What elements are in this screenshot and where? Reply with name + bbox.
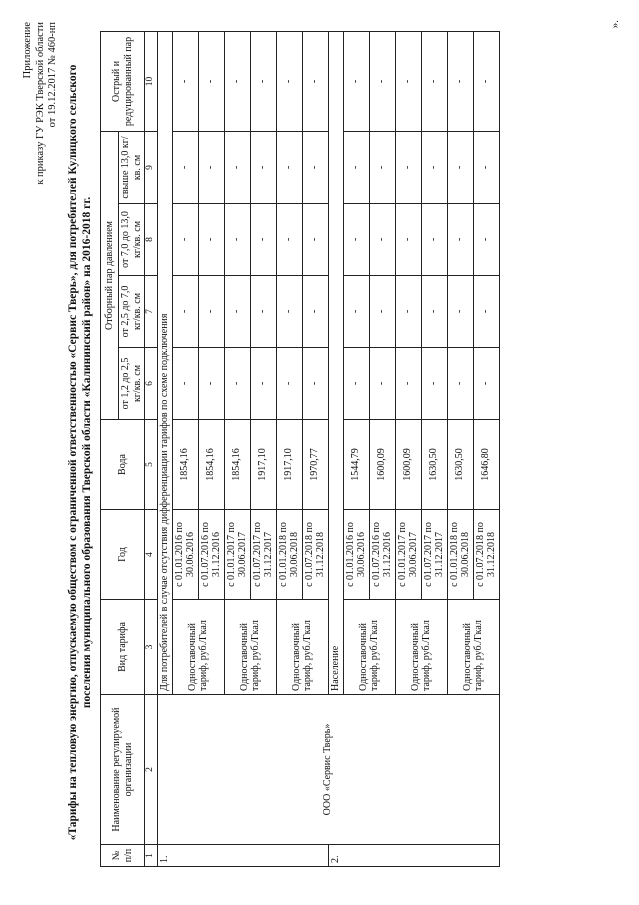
period-cell: с 01.01.2016 по 30.06.2016 [172,510,198,600]
order-date: от 19.12.2017 № 460-нп [47,22,58,128]
period-cell: с 01.01.2017 по 30.06.2017 [395,510,421,600]
steam-price-sharp: - [276,31,302,131]
appendix-label: Приложение [22,22,33,79]
column-number: 4 [145,510,158,600]
steam-price-p2: - [172,276,198,348]
steam-price-p2: - [198,276,224,348]
header-num: № п/п [101,845,145,867]
steam-price-p3: - [447,204,473,276]
steam-price-p2: - [395,276,421,348]
steam-price-p4: - [473,131,499,203]
steam-price-p1: - [250,348,276,420]
header-pressure-1: от 1,2 до 2,5 кг/кв. см [119,348,145,420]
steam-price-sharp: - [421,31,447,131]
period-cell: с 01.07.2018 по 31.12.2018 [302,510,328,600]
water-price: 1646,80 [473,420,499,510]
water-price: 1544,79 [343,420,369,510]
steam-price-sharp: - [198,31,224,131]
tariff-table [100,31,500,867]
column-number: 10 [145,31,158,131]
tariff-type: Одноставочный тариф, руб./Гкал [395,600,447,695]
steam-price-p4: - [250,131,276,203]
header-steam-group: Отборный пар давлением [101,131,119,419]
steam-price-p2: - [250,276,276,348]
tariff-type: Одноставочный тариф, руб./Гкал [276,600,328,695]
column-number: 8 [145,204,158,276]
water-price: 1630,50 [447,420,473,510]
tariff-type: Одноставочный тариф, руб./Гкал [447,600,499,695]
title-line-1: «Тарифы на тепловую энергию, отпускаемую обществом с ограниченной ответственностью «Сервис Тверь», для потребителей Кулицкого сельского [67,64,79,841]
tariff-type: Одноставочный тариф, руб./Гкал [343,600,395,695]
steam-price-p3: - [421,204,447,276]
appendix-header [22,22,60,185]
section-row [157,31,172,866]
column-number: 6 [145,348,158,420]
header-pressure-3: от 7,0 до 13,0 кг/кв. см [119,204,145,276]
steam-price-p3: - [198,204,224,276]
steam-price-p1: - [369,348,395,420]
header-org: Наименование регулируемой организации [101,695,145,845]
water-price: 1600,09 [369,420,395,510]
water-price: 1854,16 [224,420,250,510]
water-price: 1630,50 [421,420,447,510]
section-label: Население [328,31,343,694]
steam-price-p3: - [473,204,499,276]
steam-price-sharp: - [302,31,328,131]
steam-price-p3: - [343,204,369,276]
header-water: Вода [101,420,145,510]
water-price: 1600,09 [395,420,421,510]
steam-price-p4: - [276,131,302,203]
steam-price-p4: - [302,131,328,203]
steam-price-p1: - [343,348,369,420]
steam-price-sharp: - [473,31,499,131]
period-cell: с 01.07.2017 по 31.12.2017 [421,510,447,600]
order-reference: к приказу ГУ РЭК Тверской области [34,22,46,185]
column-number: 1 [145,845,158,867]
steam-price-p1: - [276,348,302,420]
steam-price-p4: - [395,131,421,203]
steam-price-p4: - [172,131,198,203]
steam-price-p2: - [447,276,473,348]
header-sharp-steam: Острый и редуцированный пар [101,31,145,131]
steam-price-p2: - [302,276,328,348]
column-number: 2 [145,695,158,845]
section-number: 1. [157,845,328,867]
steam-price-sharp: - [343,31,369,131]
steam-price-p3: - [250,204,276,276]
steam-price-p3: - [224,204,250,276]
tariff-type: Одноставочный тариф, руб./Гкал [224,600,276,695]
steam-price-p2: - [343,276,369,348]
steam-price-p3: - [172,204,198,276]
period-cell: с 01.07.2016 по 31.12.2016 [198,510,224,600]
period-cell: с 01.01.2018 по 30.06.2018 [276,510,302,600]
header-tariff-type: Вид тарифа [101,600,145,695]
period-cell: с 01.07.2016 по 31.12.2016 [369,510,395,600]
steam-price-sharp: - [172,31,198,131]
steam-price-p1: - [224,348,250,420]
water-price: 1854,16 [198,420,224,510]
steam-price-p3: - [302,204,328,276]
header-pressure-4: свыше 13,0 кг/кв. см [119,131,145,203]
water-price: 1854,16 [172,420,198,510]
steam-price-p3: - [369,204,395,276]
period-cell: с 01.07.2017 по 31.12.2017 [250,510,276,600]
steam-price-p1: - [395,348,421,420]
steam-price-p4: - [343,131,369,203]
steam-price-p1: - [198,348,224,420]
steam-price-p1: - [473,348,499,420]
column-number: 7 [145,276,158,348]
steam-price-p3: - [276,204,302,276]
steam-price-p2: - [421,276,447,348]
end-mark: ». [609,20,621,29]
header-pressure-2: от 2,5 до 7,0 кг/кв. см [119,276,145,348]
period-cell: с 01.01.2016 по 30.06.2016 [343,510,369,600]
steam-price-p2: - [224,276,250,348]
steam-price-p2: - [473,276,499,348]
steam-price-p3: - [395,204,421,276]
section-number: 2. [328,845,499,867]
period-cell: с 01.01.2018 по 30.06.2018 [447,510,473,600]
steam-price-p4: - [198,131,224,203]
steam-price-sharp: - [250,31,276,131]
steam-price-p1: - [172,348,198,420]
steam-price-sharp: - [224,31,250,131]
steam-price-sharp: - [395,31,421,131]
water-price: 1917,10 [276,420,302,510]
section-label: Для потребителей в случае отсутствия дифференциации тарифов по схеме подключения [157,31,172,694]
steam-price-p2: - [276,276,302,348]
tariff-type: Одноставочный тариф, руб./Гкал [172,600,224,695]
steam-price-p4: - [224,131,250,203]
steam-price-sharp: - [369,31,395,131]
steam-price-p4: - [421,131,447,203]
period-cell: с 01.07.2018 по 31.12.2018 [473,510,499,600]
title-line-2: поселения муниципального образования Тверской области «Калининский район» на 2016-2018 гг. [81,196,93,709]
steam-price-p4: - [447,131,473,203]
steam-price-p4: - [369,131,395,203]
organization-name: ООО «Сервис Тверь» [157,695,499,845]
water-price: 1970,77 [302,420,328,510]
steam-price-p1: - [302,348,328,420]
steam-price-p1: - [421,348,447,420]
column-number: 3 [145,600,158,695]
column-number: 5 [145,420,158,510]
column-number: 9 [145,131,158,203]
period-cell: с 01.01.2017 по 30.06.2017 [224,510,250,600]
steam-price-p2: - [369,276,395,348]
water-price: 1917,10 [250,420,276,510]
column-number-row [145,31,158,866]
steam-price-p1: - [447,348,473,420]
document-title [66,40,94,865]
steam-price-sharp: - [447,31,473,131]
header-year: Год [101,510,145,600]
